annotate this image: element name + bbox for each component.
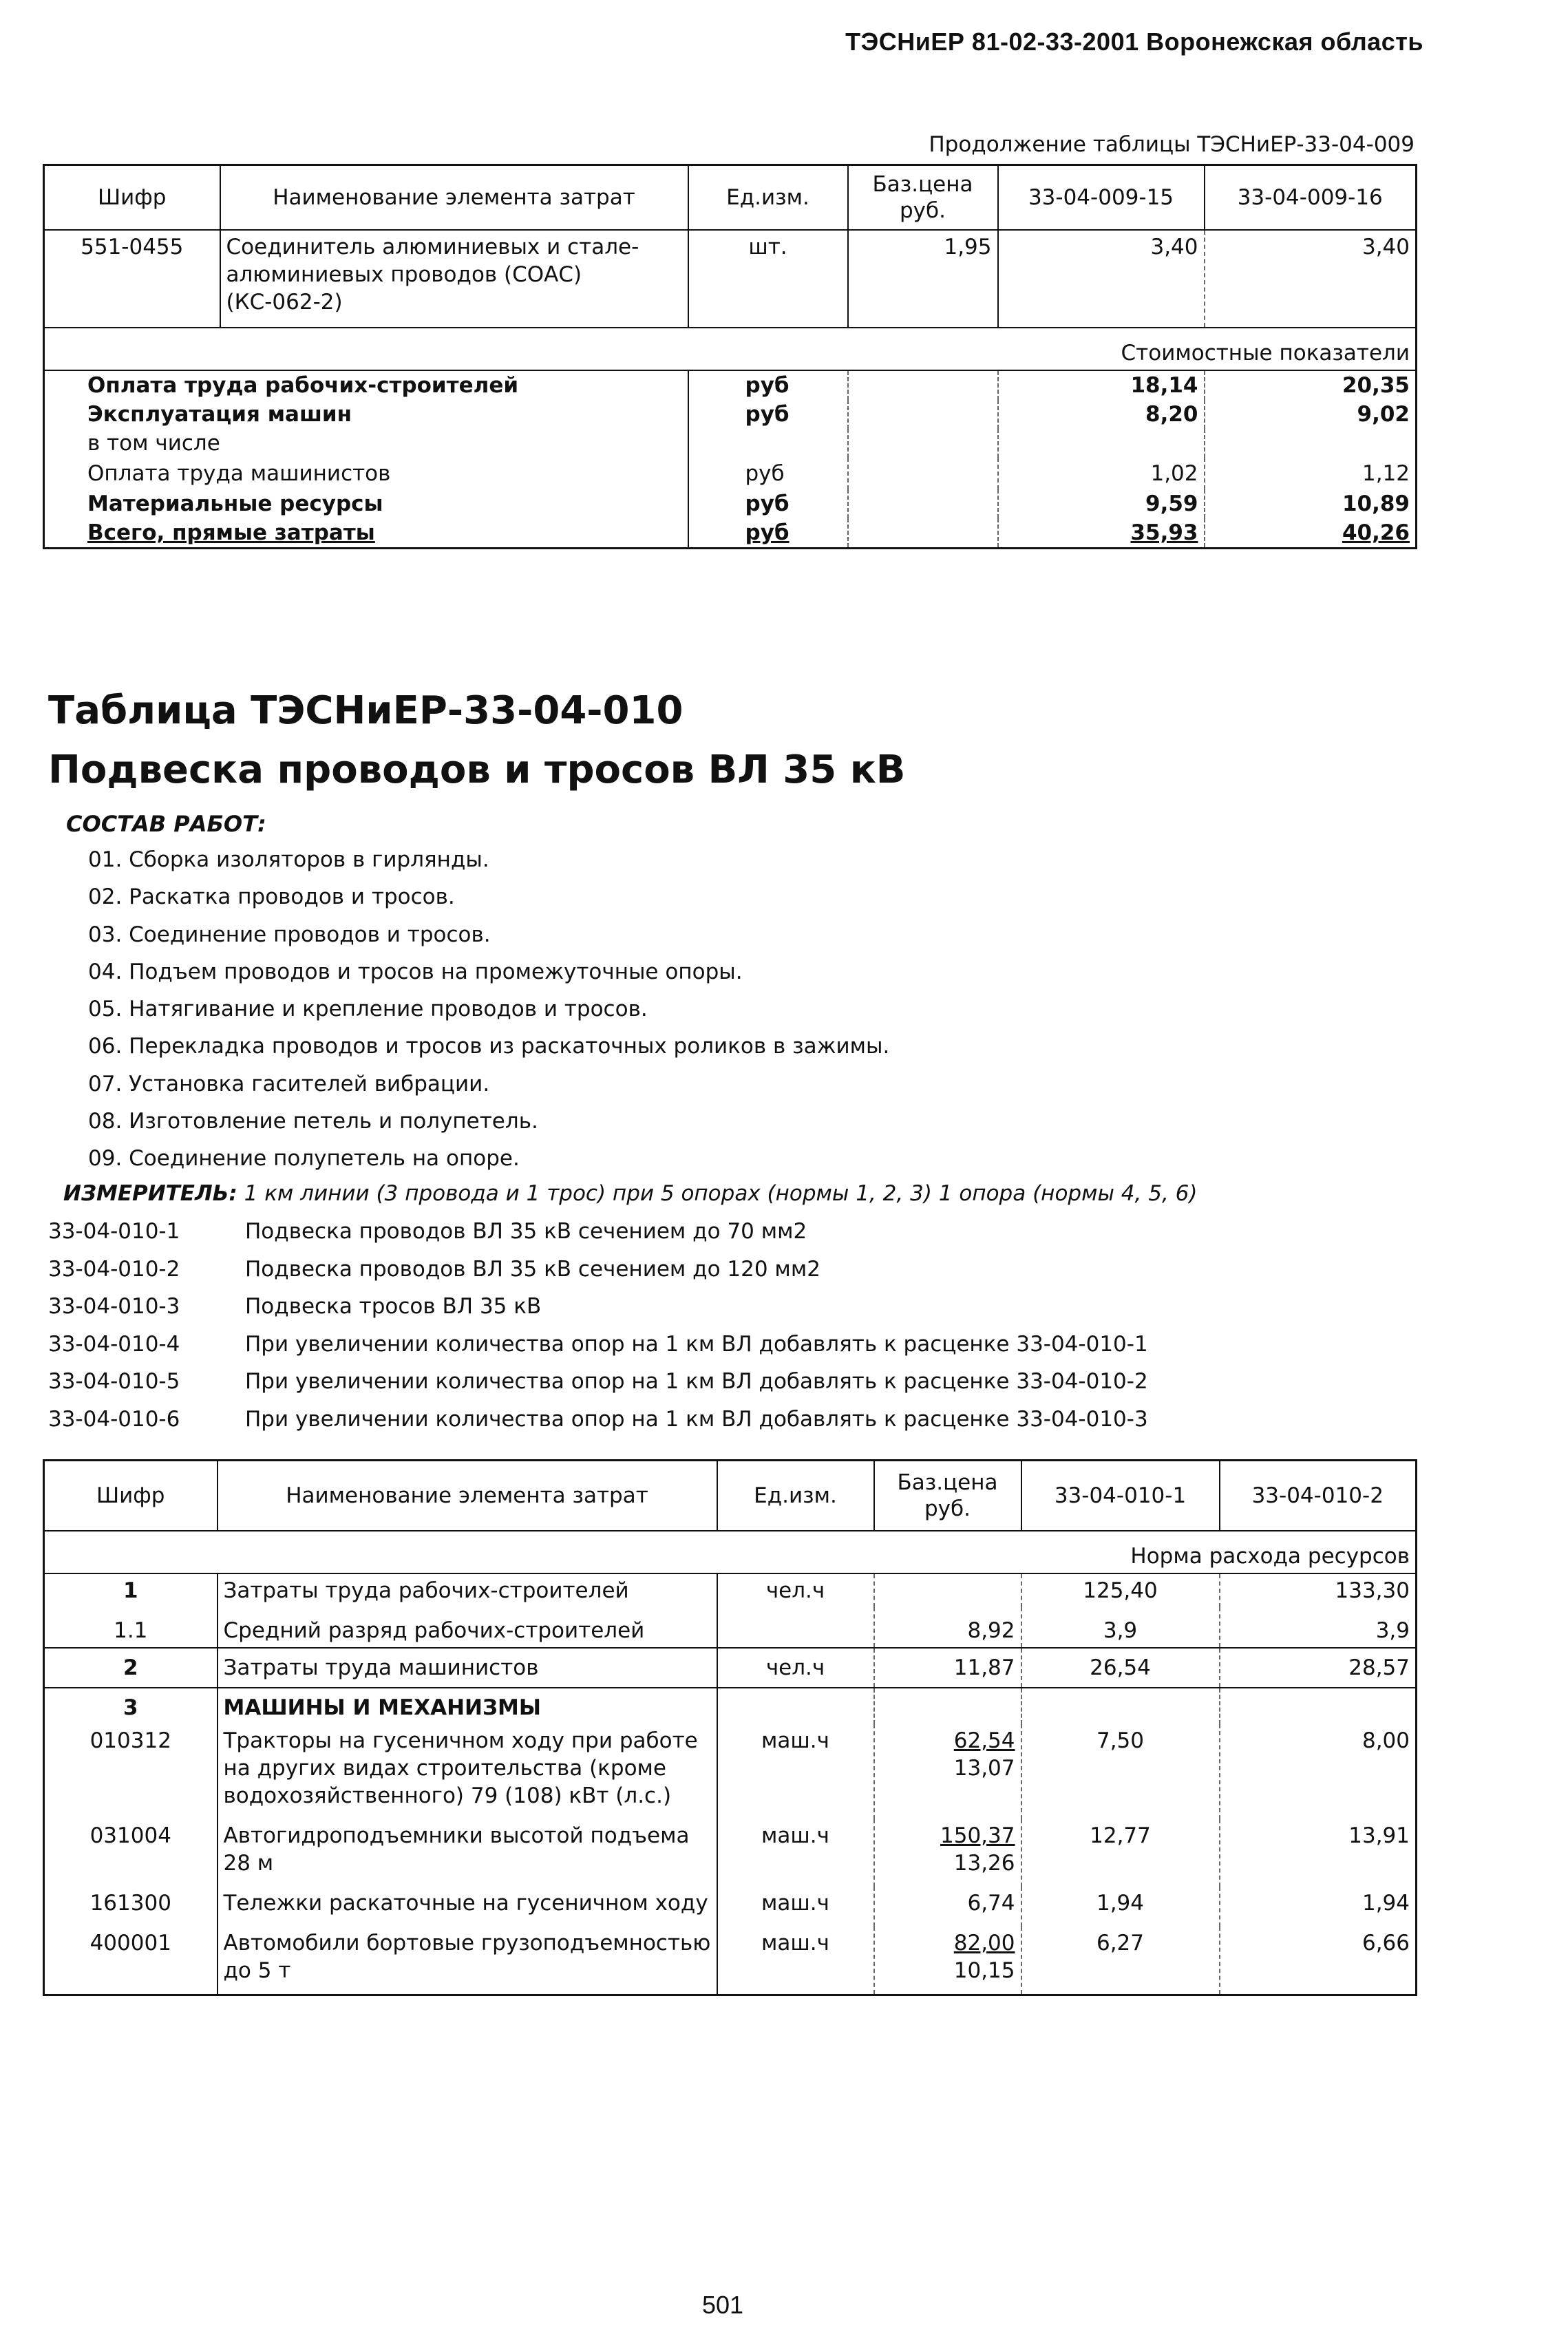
- cost-name: Эксплуатация машин: [44, 400, 688, 429]
- table-subtitle: Подвеска проводов и тросов ВЛ 35 кВ: [48, 748, 906, 792]
- row-value-1: 26,54: [1021, 1648, 1220, 1688]
- code: 33-04-010-4: [48, 1331, 180, 1357]
- row-value-2: 6,66: [1362, 1931, 1410, 1955]
- cost-row: [44, 458, 1417, 489]
- code-text: Подвеска проводов ВЛ 35 кВ сечением до 70 мм2: [245, 1219, 807, 1244]
- cost-value-2: 40,26: [1342, 520, 1410, 545]
- row-code: 400001: [44, 1927, 218, 1995]
- row-code: 1.1: [44, 1607, 218, 1648]
- list-item: 03. Соединение проводов и тросов.: [88, 922, 491, 947]
- row-name: Тракторы на гусеничном ходу при работе на других видах строительства (кроме водохозяйственного) 79 (108) кВт (л.с.): [218, 1724, 717, 1819]
- resource-table-010: [43, 1459, 1417, 1996]
- table-row: [44, 230, 1417, 328]
- cost-name: Материальные ресурсы: [44, 489, 688, 518]
- cost-value-2: 20,35: [1342, 373, 1410, 398]
- table-title: Таблица ТЭСНиЕР-33-04-010: [48, 688, 684, 733]
- cost-name: Оплата труда машинистов: [44, 458, 688, 489]
- machine-row: [44, 1819, 1417, 1887]
- code-text: При увеличении количества опор на 1 км ВЛ добавлять к расценке 33-04-010-1: [245, 1331, 1148, 1357]
- row-price: [874, 1573, 1021, 1607]
- row-code: 551-0455: [44, 230, 220, 328]
- table-row: [44, 1688, 1417, 1724]
- cost-name: Оплата труда рабочих-строителей: [44, 370, 688, 400]
- cost-value-1: 35,93: [998, 518, 1205, 549]
- price-wage: 13,07: [953, 1756, 1015, 1781]
- machine-row: [44, 1724, 1417, 1819]
- row-value-1: 3,40: [998, 230, 1205, 328]
- code: 33-04-010-5: [48, 1369, 180, 1394]
- col-price-header: Баз.цена руб.: [848, 165, 998, 231]
- row-price: 6,74: [874, 1887, 1021, 1927]
- row-name: Тележки раскаточные на гусеничном ходу: [218, 1887, 717, 1927]
- row-unit: маш.ч: [717, 1887, 874, 1927]
- col-code-header: Шифр: [44, 1461, 218, 1531]
- row-unit: маш.ч: [717, 1819, 874, 1887]
- cost-row-total: [44, 518, 1417, 549]
- list-item: 05. Натягивание и крепление проводов и тросов.: [88, 997, 648, 1022]
- row-name: Соединитель алюминиевых и стале-алюминиевых проводов (СОАС) (КС-062-2): [220, 230, 688, 328]
- row-price: [874, 1724, 1021, 1819]
- price-base: 82,00: [953, 1931, 1015, 1955]
- col-unit-header: Ед.изм.: [717, 1461, 874, 1531]
- cost-unit: руб: [688, 489, 848, 518]
- cost-value-1: 18,14: [998, 370, 1205, 400]
- row-value-2: 28,57: [1348, 1655, 1410, 1680]
- code-text: Подвеска проводов ВЛ 35 кВ сечением до 120 мм2: [245, 1256, 820, 1282]
- col-norm-2-header: 33-04-009-16: [1237, 185, 1383, 210]
- row-price: 11,87: [874, 1648, 1021, 1688]
- list-item: 06. Перекладка проводов и тросов из раскаточных роликов в зажимы.: [88, 1034, 890, 1059]
- section-label: Норма расхода ресурсов: [1130, 1544, 1410, 1569]
- cost-unit: руб: [688, 458, 848, 489]
- list-item: [48, 1251, 1148, 1289]
- price-base: 150,37: [940, 1823, 1015, 1848]
- list-item: [48, 1288, 1148, 1326]
- table-header-row: [44, 165, 1417, 231]
- section-label: Стоимостные показатели: [1121, 341, 1410, 365]
- row-value-1: 3,9: [1021, 1607, 1220, 1648]
- row-unit: маш.ч: [717, 1927, 874, 1995]
- cost-value-2: 9,02: [1357, 402, 1410, 427]
- col-price-header: Баз.цена руб.: [874, 1461, 1021, 1531]
- col-unit-header: Ед.изм.: [688, 165, 848, 231]
- col-name-header: Наименование элемента затрат: [218, 1461, 717, 1531]
- list-item: [48, 1363, 1148, 1401]
- cost-table-009: [43, 164, 1417, 549]
- cost-value-1: 8,20: [998, 400, 1205, 429]
- row-unit: шт.: [688, 230, 848, 328]
- table-continuation-note: Продолжение таблицы ТЭСНиЕР-33-04-009: [929, 132, 1415, 157]
- code-text: При увеличении количества опор на 1 км ВЛ добавлять к расценке 33-04-010-2: [245, 1369, 1148, 1394]
- meter-text: 1 км линии (3 провода и 1 трос) при 5 опорах (нормы 1, 2, 3) 1 опора (нормы 4, 5, 6): [244, 1181, 1198, 1206]
- cost-value-2: 10,89: [1342, 491, 1410, 516]
- meter-label: ИЗМЕРИТЕЛЬ:: [63, 1181, 237, 1206]
- code: 33-04-010-2: [48, 1256, 180, 1282]
- row-price: [874, 1819, 1021, 1887]
- row-price: 1,95: [848, 230, 998, 328]
- row-unit: чел.ч: [717, 1648, 874, 1688]
- row-name: Затраты труда машинистов: [218, 1648, 717, 1688]
- cost-name: в том числе: [44, 429, 688, 458]
- meter-line: [63, 1181, 1197, 1206]
- col-name-header: Наименование элемента затрат: [220, 165, 688, 231]
- row-code: 2: [44, 1648, 218, 1688]
- list-item: 04. Подъем проводов и тросов на промежуточные опоры.: [88, 959, 743, 984]
- table-row: [44, 1648, 1417, 1688]
- row-price: 8,92: [874, 1607, 1021, 1648]
- table-row: [44, 1607, 1417, 1648]
- row-value-2: 3,9: [1375, 1618, 1410, 1643]
- row-code: 010312: [44, 1724, 218, 1819]
- price-wage: 10,15: [953, 1958, 1015, 1983]
- cost-value-2: 1,12: [1362, 461, 1410, 486]
- row-value-1: 12,77: [1021, 1819, 1220, 1887]
- row-unit: чел.ч: [717, 1573, 874, 1607]
- row-value-1: 7,50: [1021, 1724, 1220, 1819]
- list-item: [48, 1213, 1148, 1251]
- page-number: 501: [702, 2291, 744, 2319]
- row-name: Автогидроподъемники высотой подъема 28 м: [218, 1819, 717, 1887]
- row-value-1: 125,40: [1021, 1573, 1220, 1607]
- cost-row: [44, 370, 1417, 400]
- row-value-2: 133,30: [1335, 1578, 1410, 1603]
- row-code: 1: [44, 1573, 218, 1607]
- cost-unit: руб: [688, 400, 848, 429]
- works-list: [88, 841, 889, 1178]
- machine-row: [44, 1927, 1417, 1995]
- col-code-header: Шифр: [44, 165, 220, 231]
- section-row: [44, 1531, 1417, 1573]
- row-code: 161300: [44, 1887, 218, 1927]
- row-name: МАШИНЫ И МЕХАНИЗМЫ: [218, 1688, 717, 1724]
- code-text: При увеличении количества опор на 1 км ВЛ добавлять к расценке 33-04-010-3: [245, 1406, 1148, 1432]
- list-item: 02. Раскатка проводов и тросов.: [88, 884, 455, 910]
- list-item: 08. Изготовление петель и полупетель.: [88, 1109, 538, 1134]
- cost-row: [44, 429, 1417, 458]
- price-wage: 13,26: [953, 1851, 1015, 1876]
- list-item: 09. Соединение полупетель на опоре.: [88, 1146, 520, 1172]
- row-value-2: 3,40: [1362, 235, 1410, 259]
- table-row: [44, 1573, 1417, 1607]
- row-name: Средний разряд рабочих-строителей: [218, 1607, 717, 1648]
- table-header-row: [44, 1461, 1417, 1531]
- col-norm-1-header: 33-04-010-1: [1021, 1461, 1220, 1531]
- cost-value-1: 1,02: [998, 458, 1205, 489]
- list-item: 07. Установка гасителей вибрации.: [88, 1071, 490, 1096]
- list-item: [48, 1326, 1148, 1364]
- row-value-1: 1,94: [1021, 1887, 1220, 1927]
- row-name: Затраты труда рабочих-строителей: [218, 1573, 717, 1607]
- row-name: Автомобили бортовые грузоподъемностью до 5 т: [218, 1927, 717, 1995]
- code-text: Подвеска тросов ВЛ 35 кВ: [245, 1294, 542, 1319]
- row-value-2: 1,94: [1362, 1891, 1410, 1916]
- col-norm-2-header: 33-04-010-2: [1251, 1483, 1384, 1508]
- row-price: [874, 1927, 1021, 1995]
- list-item: [48, 1401, 1148, 1439]
- code: 33-04-010-3: [48, 1294, 180, 1319]
- row-value-1: 6,27: [1021, 1927, 1220, 1995]
- machine-row: [44, 1887, 1417, 1927]
- cost-unit: руб: [688, 370, 848, 400]
- cost-row: [44, 489, 1417, 518]
- composition-label: СОСТАВ РАБОТ:: [66, 811, 266, 837]
- row-code: 031004: [44, 1819, 218, 1887]
- row-unit: маш.ч: [717, 1724, 874, 1819]
- row-value-2: 13,91: [1348, 1823, 1410, 1848]
- row-value-2: 8,00: [1362, 1728, 1410, 1753]
- cost-name: Всего, прямые затраты: [44, 518, 688, 549]
- col-norm-1-header: 33-04-009-15: [998, 165, 1205, 231]
- section-row: [44, 328, 1417, 370]
- row-code: 3: [44, 1688, 218, 1724]
- price-base: 62,54: [953, 1728, 1015, 1753]
- list-item: 01. Сборка изоляторов в гирлянды.: [88, 847, 489, 872]
- cost-unit: руб: [688, 518, 848, 549]
- running-header: ТЭСНиЕР 81-02-33-2001 Воронежская область: [845, 28, 1423, 56]
- cost-row: [44, 400, 1417, 429]
- cost-value-1: 9,59: [998, 489, 1205, 518]
- codes-list: [48, 1213, 1148, 1438]
- code: 33-04-010-1: [48, 1219, 180, 1244]
- code: 33-04-010-6: [48, 1406, 180, 1432]
